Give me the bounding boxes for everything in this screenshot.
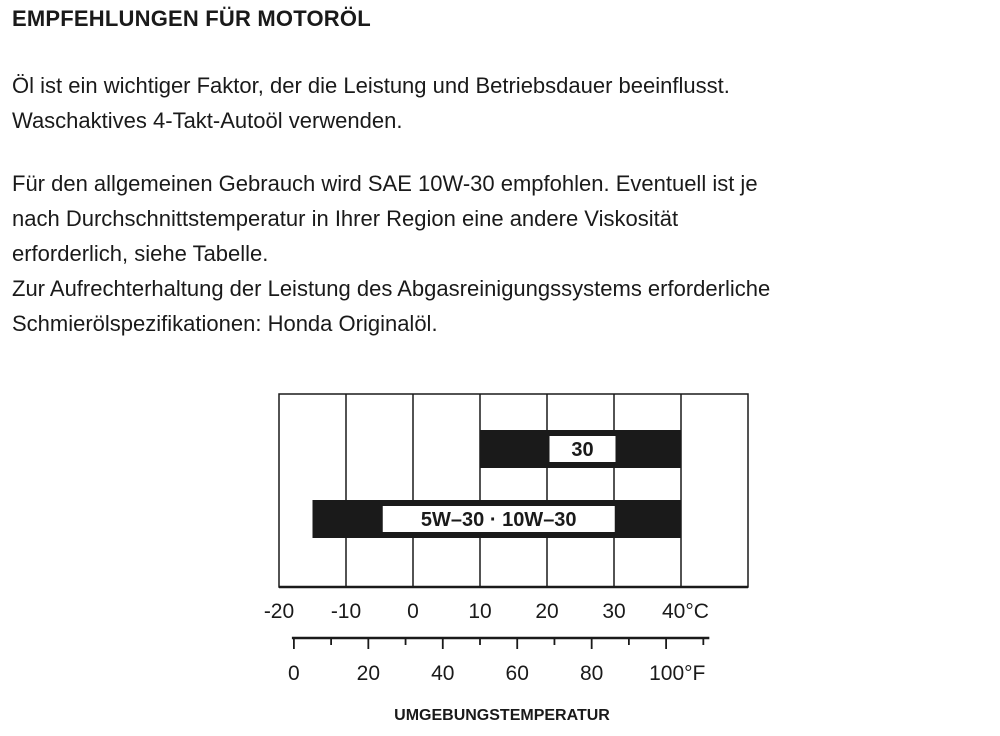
intro-line: Waschaktives 4-Takt-Autoöl verwenden.	[12, 108, 403, 133]
viscosity-chart-svg	[0, 380, 1000, 736]
viscosity-chart	[0, 380, 1000, 736]
celsius-tick-label: -20	[263, 600, 295, 623]
intro-paragraph	[12, 68, 730, 138]
fahrenheit-tick-label: 80	[579, 662, 604, 685]
bar-label: 30	[571, 439, 594, 461]
celsius-tick-label: 10	[468, 600, 492, 623]
fahrenheit-tick-label: 20	[356, 662, 381, 685]
viscosity-line: Zur Aufrechterhaltung der Leistung des Abgasreinigungssystems erforderliche	[12, 276, 771, 301]
axis-caption: UMGEBUNGSTEMPERATUR	[394, 707, 610, 724]
celsius-tick-label: 30	[602, 600, 626, 623]
fahrenheit-tick-label: 100°F	[649, 662, 706, 685]
viscosity-line: erforderlich, siehe Tabelle.	[12, 241, 269, 266]
chart-frame	[279, 394, 748, 587]
celsius-tick-label: 0	[407, 600, 419, 623]
fahrenheit-tick-label: 0	[288, 662, 300, 685]
fahrenheit-tick-label: 40	[431, 662, 455, 685]
celsius-tick-label: 20	[535, 600, 559, 623]
fahrenheit-tick-label: 60	[505, 662, 529, 685]
celsius-tick-label: -10	[330, 600, 362, 623]
viscosity-paragraph	[12, 166, 770, 341]
bar-label: 5W–30 · 10W–30	[420, 509, 577, 531]
page-title: EMPFEHLUNGEN FÜR MOTORÖL	[12, 6, 371, 31]
viscosity-line: Für den allgemeinen Gebrauch wird SAE 10W-30 empfohlen. Eventuell ist je	[12, 171, 758, 196]
viscosity-line: Schmierölspezifikationen: Honda Originalöl.	[12, 311, 438, 336]
viscosity-line: nach Durchschnittstemperatur in Ihrer Region eine andere Viskosität	[12, 206, 679, 231]
celsius-tick-label: 40°C	[662, 600, 709, 623]
intro-line: Öl ist ein wichtiger Faktor, der die Leistung und Betriebsdauer beeinflusst.	[12, 73, 730, 98]
